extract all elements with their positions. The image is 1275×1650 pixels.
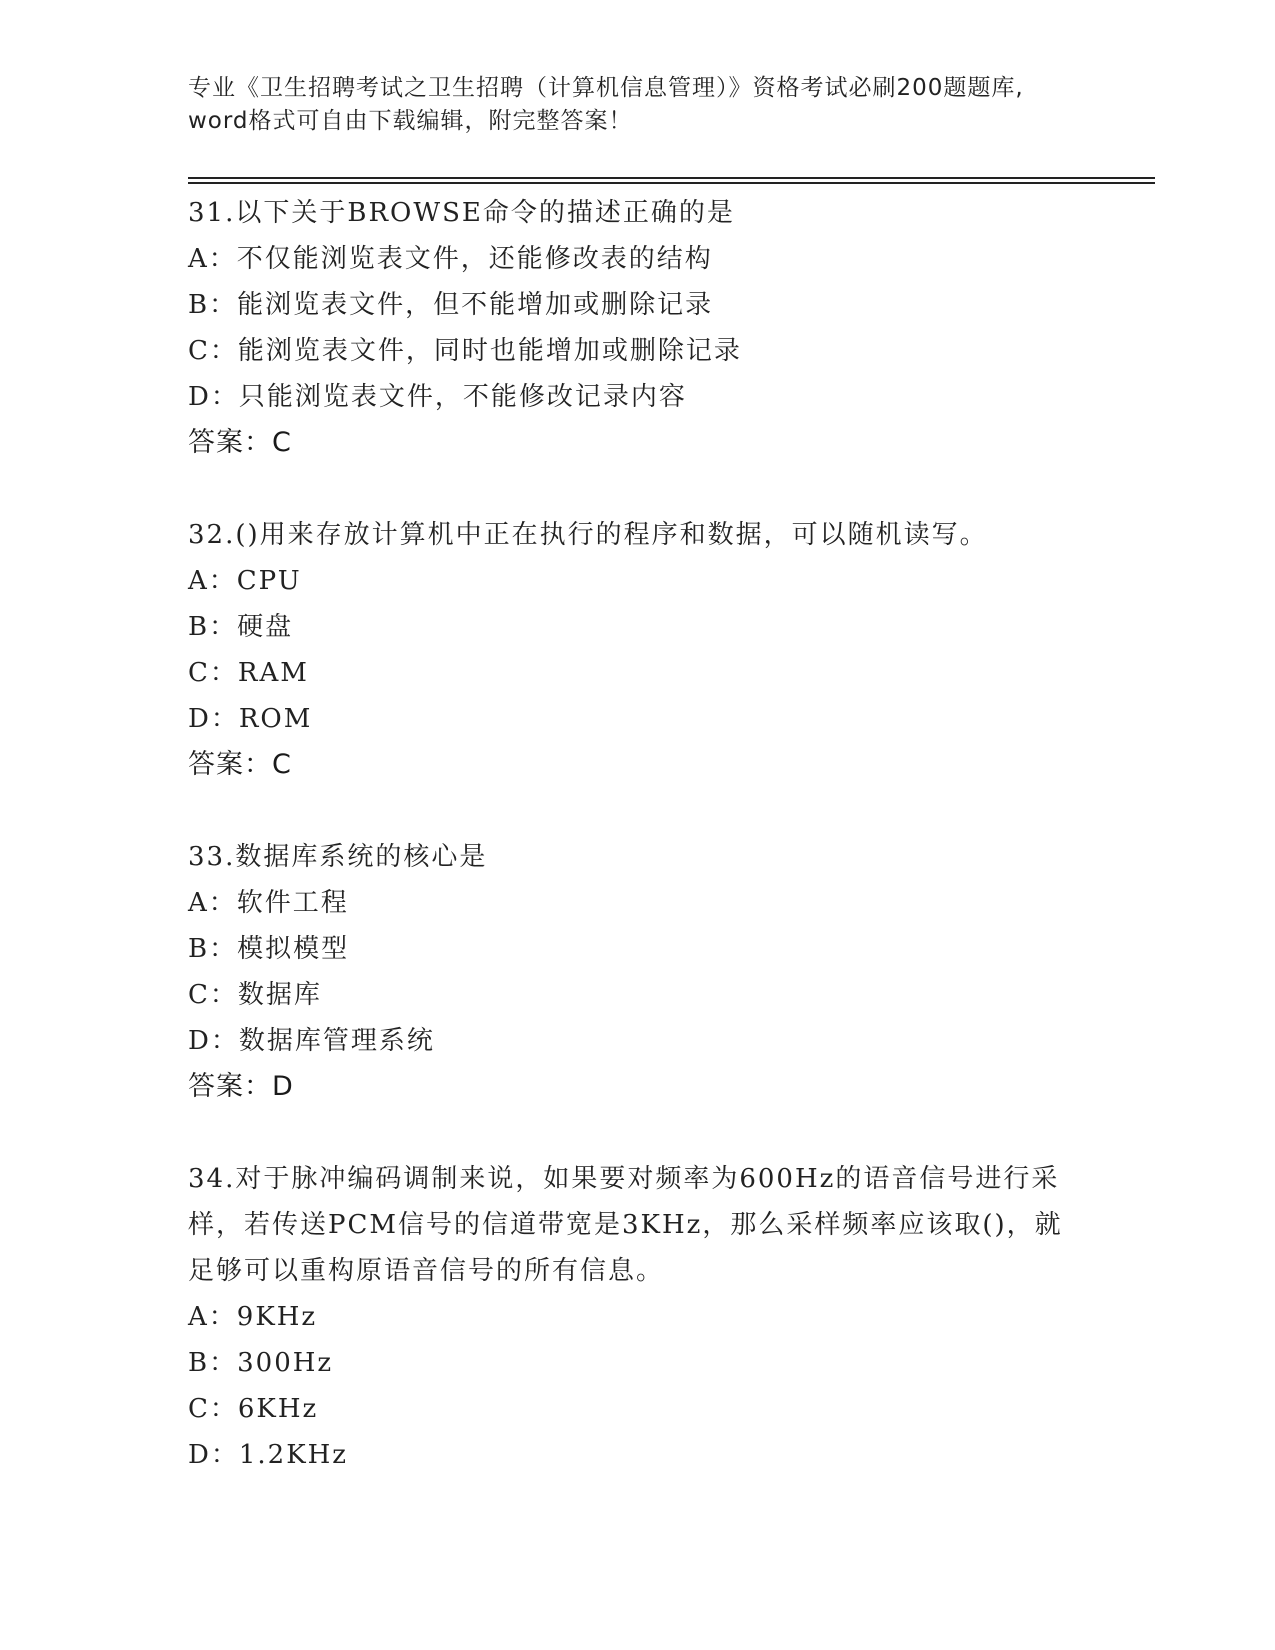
- option-c: C：6KHz: [188, 1394, 319, 1424]
- question-33: [188, 834, 1088, 1110]
- option-c: C：能浏览表文件，同时也能增加或删除记录: [188, 336, 742, 366]
- answer-label: 答案：C: [188, 749, 292, 780]
- option-d: D：ROM: [188, 704, 313, 734]
- document-header: [188, 72, 1088, 138]
- question-34: [188, 1156, 1088, 1478]
- question-gap: [188, 1110, 1088, 1156]
- answer-label: 答案：C: [188, 427, 292, 458]
- question-31: [188, 190, 1088, 466]
- question-stem: 32.()用来存放计算机中正在执行的程序和数据，可以随机读写。: [188, 520, 988, 550]
- header-line-1: 专业《卫生招聘考试之卫生招聘（计算机信息管理）》资格考试必刷200题题库,: [188, 75, 1024, 101]
- header-divider-bottom: [188, 182, 1155, 184]
- header-line-2: word格式可自由下载编辑，附完整答案！: [188, 108, 633, 134]
- option-c: C：RAM: [188, 658, 309, 688]
- question-stem-line-1: 34.对于脉冲编码调制来说，如果要对频率为600Hz的语音信号进行采: [188, 1164, 1060, 1194]
- question-stem-line-2: 样，若传送PCM信号的信道带宽是3KHz，那么采样频率应该取()，就: [188, 1210, 1063, 1240]
- header-divider-top: [188, 177, 1155, 179]
- option-d: D：数据库管理系统: [188, 1026, 435, 1056]
- answer-label: 答案：D: [188, 1071, 294, 1102]
- option-a: A：CPU: [188, 566, 302, 596]
- option-b: B：能浏览表文件，但不能增加或删除记录: [188, 290, 714, 320]
- option-d: D：只能浏览表文件，不能修改记录内容: [188, 382, 687, 412]
- option-c: C：数据库: [188, 980, 322, 1010]
- option-b: B：硬盘: [188, 612, 294, 642]
- option-b: B：300Hz: [188, 1348, 334, 1378]
- option-a: A：9KHz: [188, 1302, 318, 1332]
- question-gap: [188, 466, 1088, 512]
- question-32: [188, 512, 1088, 788]
- question-list: [188, 190, 1088, 1478]
- option-d: D：1.2KHz: [188, 1440, 348, 1470]
- question-gap: [188, 788, 1088, 834]
- question-stem-line-3: 足够可以重构原语音信号的所有信息。: [188, 1256, 665, 1286]
- option-b: B：模拟模型: [188, 934, 350, 964]
- option-a: A：软件工程: [188, 888, 349, 918]
- question-stem: 31.以下关于BROWSE命令的描述正确的是: [188, 198, 735, 228]
- option-a: A：不仅能浏览表文件，还能修改表的结构: [188, 244, 713, 274]
- question-stem: 33.数据库系统的核心是: [188, 842, 488, 872]
